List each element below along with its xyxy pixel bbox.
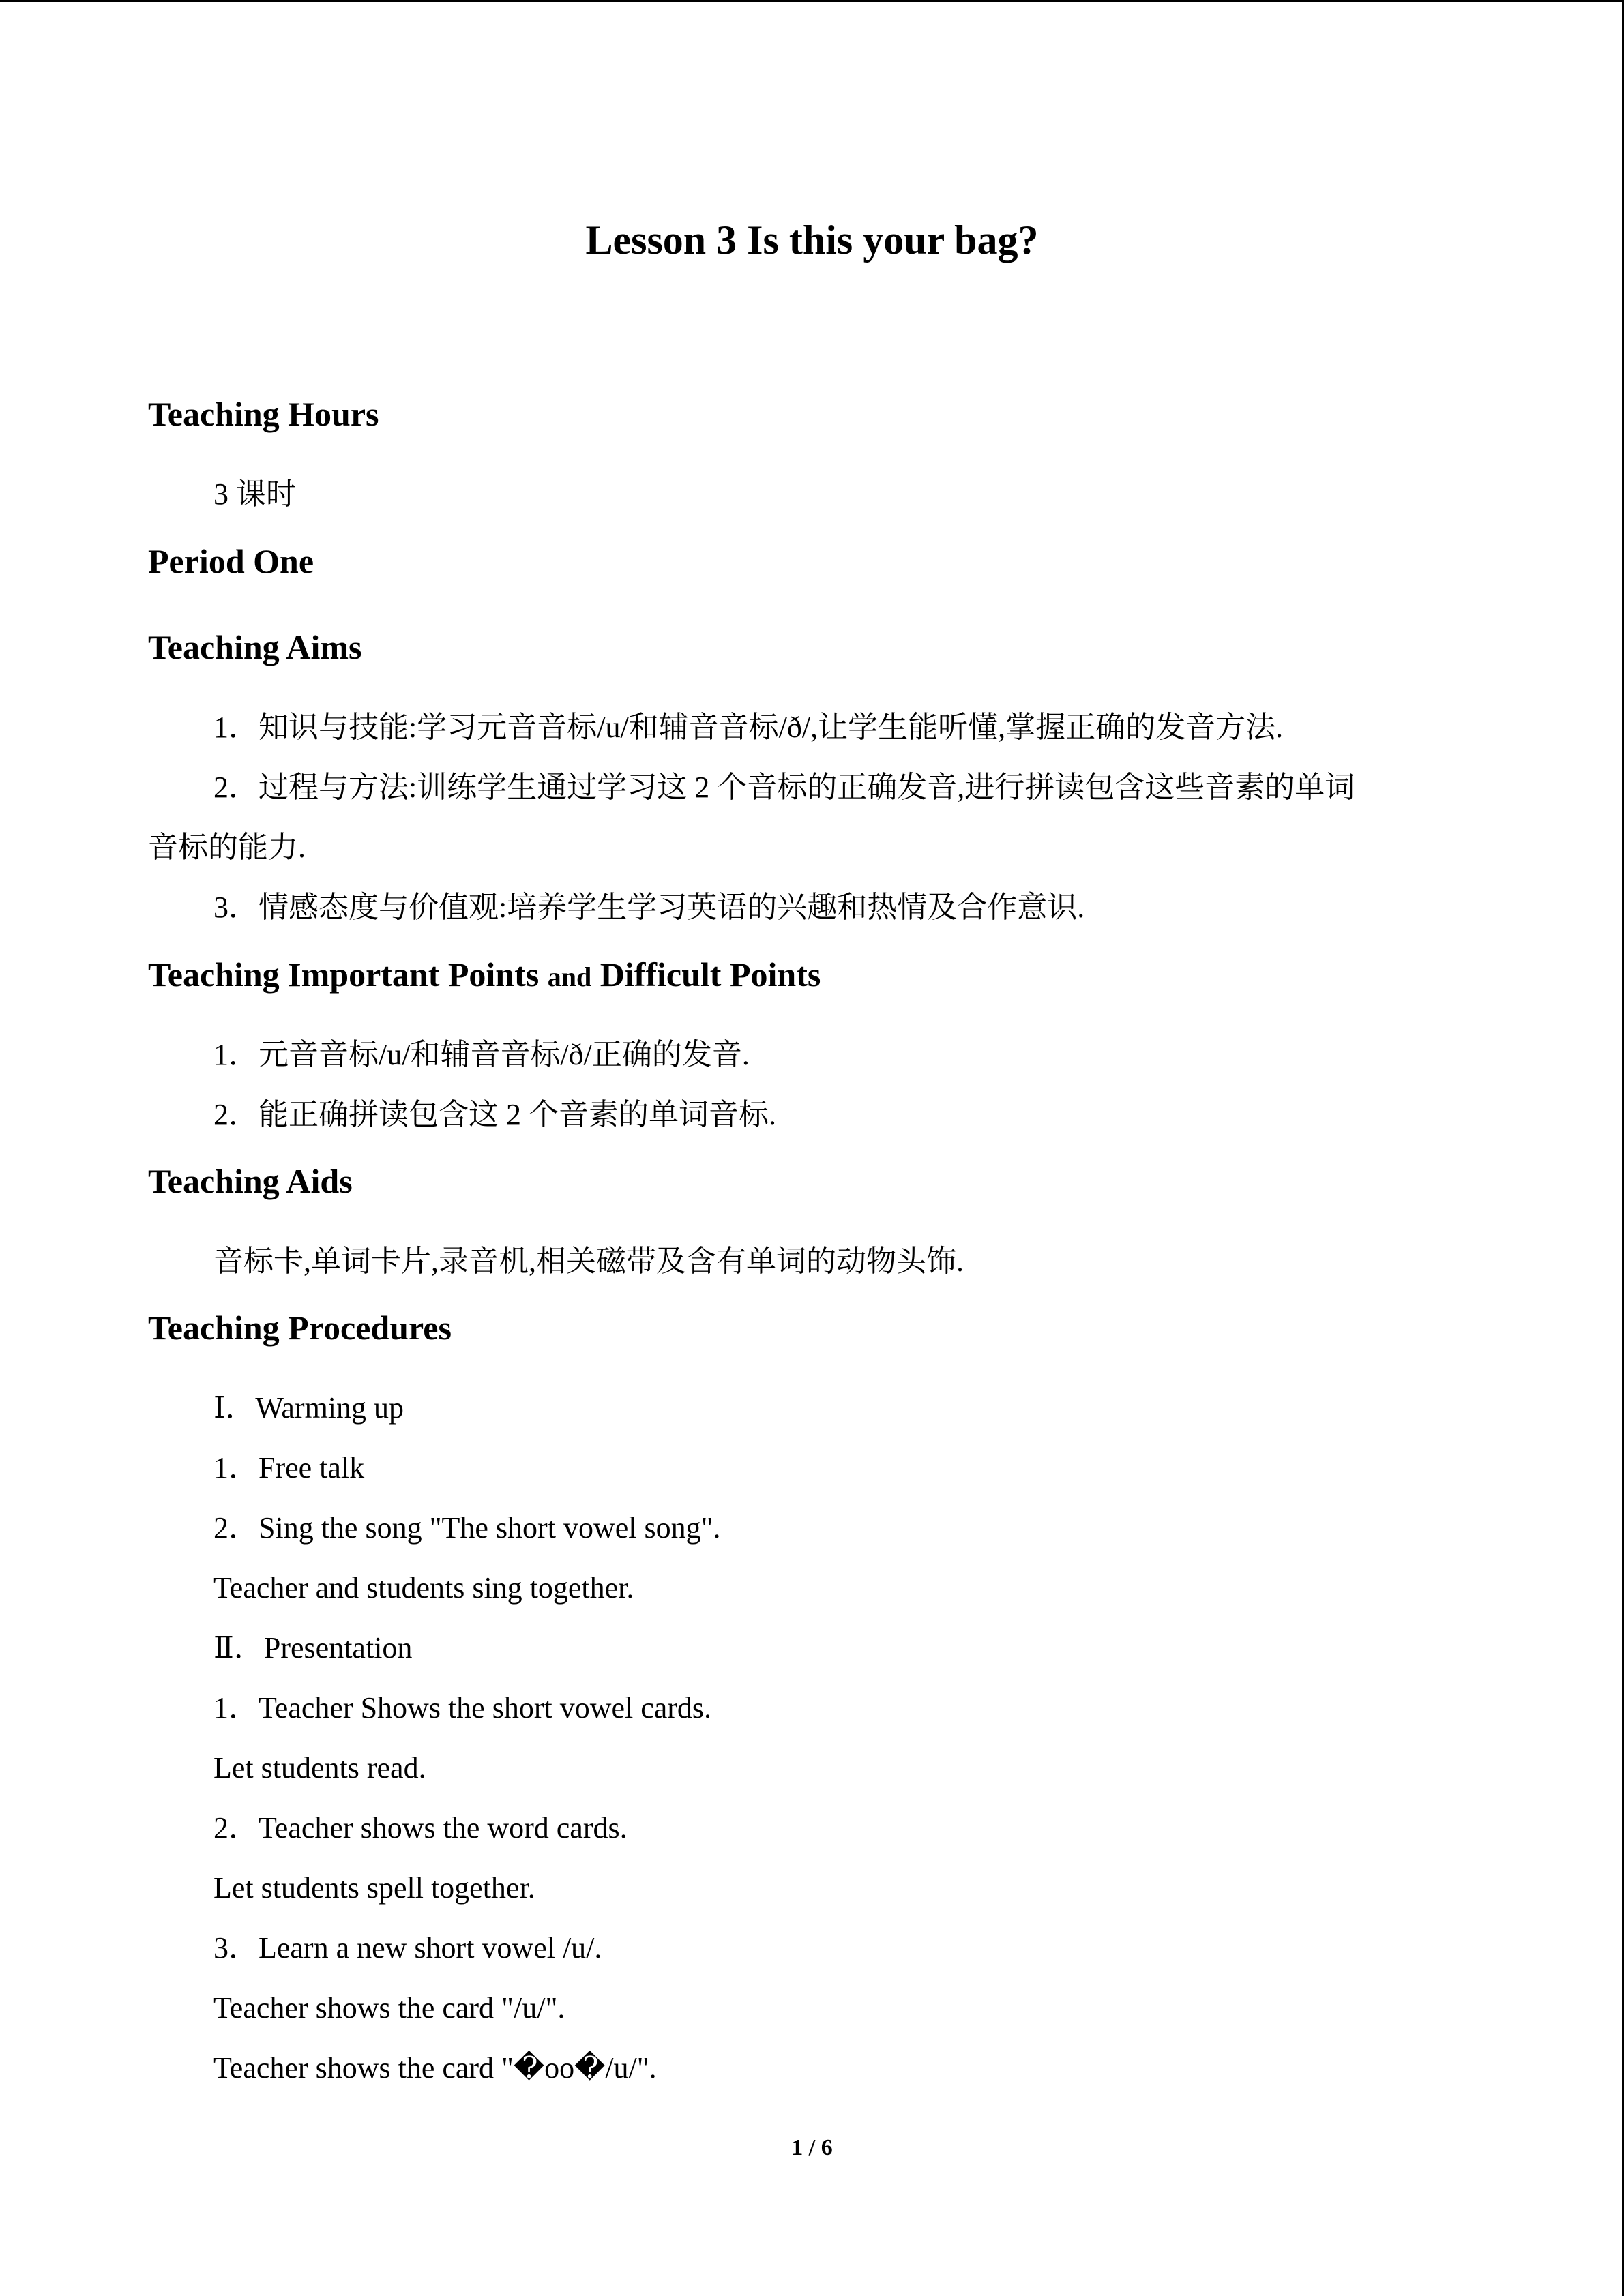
aims-item: 1．知识与技能:学习元音音标/u/和辅音音标/ð/,让学生能听懂,掌握正确的发音方法.	[213, 711, 1284, 744]
heading-teaching-procedures: Teaching Procedures	[148, 1309, 452, 1347]
aids-text: 音标卡,单词卡片,录音机,相关磁带及含有单词的动物头饰.	[213, 1244, 964, 1278]
procedure-line: Ⅰ．Warming up	[213, 1391, 404, 1425]
hours-text: 3 课时	[213, 477, 296, 511]
heading-teaching-aims: Teaching Aims	[148, 628, 362, 666]
heading-period-one: Period One	[148, 542, 314, 580]
procedure-line: Let students spell together.	[213, 1871, 535, 1905]
aims-item: 2．过程与方法:训练学生通过学习这 2 个音标的正确发音,进行拼读包含这些音素的单词	[213, 771, 1355, 804]
heading-important-difficult-points	[148, 951, 821, 1001]
page-title: Lesson 3 Is this your bag?	[585, 218, 1039, 263]
heading-teaching-hours: Teaching Hours	[148, 395, 379, 433]
procedure-line: 2．Sing the song "The short vowel song".	[213, 1511, 721, 1545]
procedure-line: Let students read.	[213, 1751, 426, 1785]
points-heading-part: Teaching Important Points	[148, 955, 548, 994]
procedure-line: Teacher shows the card "�oo�/u/".	[213, 2051, 657, 2085]
points-heading-part: Difficult Points	[591, 955, 821, 994]
aims-item: 3．情感态度与价值观:培养学生学习英语的兴趣和热情及合作意识.	[213, 891, 1085, 924]
procedure-line: 2．Teacher shows the word cards.	[213, 1811, 628, 1845]
points-item: 1．元音音标/u/和辅音音标/ð/正确的发音.	[213, 1038, 750, 1071]
procedure-line: 1．Free talk	[213, 1451, 365, 1485]
heading-teaching-aids: Teaching Aids	[148, 1162, 353, 1200]
points-heading-and: and	[547, 961, 592, 992]
procedure-line: Teacher shows the card "/u/".	[213, 1991, 565, 2025]
procedure-line: 3．Learn a new short vowel /u/.	[213, 1931, 602, 1965]
points-item: 2．能正确拼读包含这 2 个音素的单词音标.	[213, 1098, 776, 1131]
procedure-line: Ⅱ．Presentation	[213, 1631, 413, 1665]
aims-item-continued: 音标的能力.	[148, 831, 306, 864]
procedure-line: Teacher and students sing together.	[213, 1571, 634, 1605]
procedure-line: 1．Teacher Shows the short vowel cards.	[213, 1691, 712, 1725]
page-number: 1 / 6	[791, 2135, 833, 2160]
